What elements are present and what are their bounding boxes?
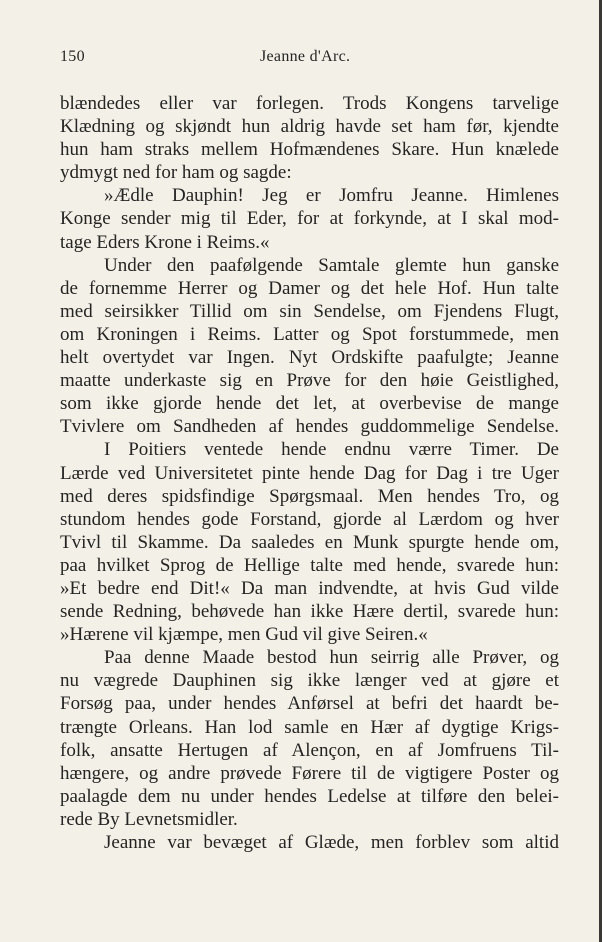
- text-line: helt overtydet var Ingen. Nyt Ordskifte paafulgte; Jeanne: [60, 347, 559, 369]
- text-line: stundom hendes gode Forstand, gjorde al Lærdom og hver: [60, 508, 559, 530]
- text-line: ydmygt ned for ham og sagde:: [60, 162, 292, 184]
- text-line: Klædning og skjøndt hun aldrig havde set ham før, kjendte: [60, 116, 559, 138]
- text-line: paa hvilket Sprog de Hellige talte med hende, svarede hun:: [60, 554, 559, 576]
- text-line: paalagde dem nu under hendes Ledelse at tilføre den belei-: [60, 785, 559, 807]
- text-line: som ikke gjorde hende det let, at overbevise de mange: [60, 393, 559, 415]
- text-line: trængte Orleans. Han lod samle en Hær af dygtige Krigs-: [60, 716, 559, 738]
- page-number: 150: [60, 48, 85, 65]
- text-line: med deres spidsfindige Spørgsmaal. Men hendes Tro, og: [60, 485, 559, 507]
- text-line: »Hærene vil kjæmpe, men Gud vil give Seiren.«: [60, 624, 428, 646]
- text-line: »Ædle Dauphin! Jeg er Jomfru Jeanne. Himlenes: [104, 185, 559, 207]
- text-line: maatte underkaste sig en Prøve for den høie Geistlighed,: [60, 370, 559, 392]
- text-line: rede By Levnetsmidler.: [60, 808, 238, 830]
- running-title: Jeanne d'Arc.: [260, 48, 351, 65]
- text-line: Paa denne Maade bestod hun seirrig alle Prøver, og: [104, 647, 559, 669]
- text-line: med seirsikker Tillid om sin Sendelse, om Fjendens Flugt,: [60, 300, 559, 322]
- text-line: I Poitiers ventede hende endnu værre Timer. De: [104, 439, 559, 461]
- text-line: Tvivl til Skamme. Da saaledes en Munk spurgte hende om,: [60, 531, 559, 553]
- text-line: om Kroningen i Reims. Latter og Spot forstummede, men: [60, 323, 559, 345]
- text-line: Forsøg paa, under hendes Anførsel at befri det haardt be-: [60, 693, 559, 715]
- text-line: tage Eders Krone i Reims.«: [60, 231, 270, 253]
- text-line: hængere, og andre prøvede Førere til de vigtigere Poster og: [60, 762, 559, 784]
- text-line: Lærde ved Universitetet pinte hende Dag for Dag i tre Uger: [60, 462, 559, 484]
- text-line: hun ham straks mellem Hofmændenes Skare. Hun knælede: [60, 139, 559, 161]
- text-line: folk, ansatte Hertugen af Alençon, en af Jomfruens Til-: [60, 739, 559, 761]
- text-line: Jeanne var bevæget af Glæde, men forblev som altid: [104, 832, 559, 853]
- text-line: »Et bedre end Dit!« Da man indvendte, at hvis Gud vilde: [60, 577, 559, 599]
- text-line: Konge sender mig til Eder, for at forkynde, at I skal mod-: [60, 208, 559, 230]
- text-line: Under den paafølgende Samtale glemte hun ganske: [104, 254, 559, 276]
- body-text: [60, 92, 559, 854]
- page-header: [60, 48, 559, 70]
- text-line: sende Redning, behøvede han ikke Hære dertil, svarede hun:: [60, 601, 559, 623]
- text-line: nu vægrede Dauphinen sig ikke længer ved at gjøre et: [60, 670, 559, 692]
- text-line: blændedes eller var forlegen. Trods Kongens tarvelige: [60, 93, 559, 114]
- text-line: de fornemme Herrer og Damer og det hele Hof. Hun talte: [60, 277, 559, 299]
- text-line: Tvivlere om Sandheden af hendes guddommelige Sendelse.: [60, 416, 559, 438]
